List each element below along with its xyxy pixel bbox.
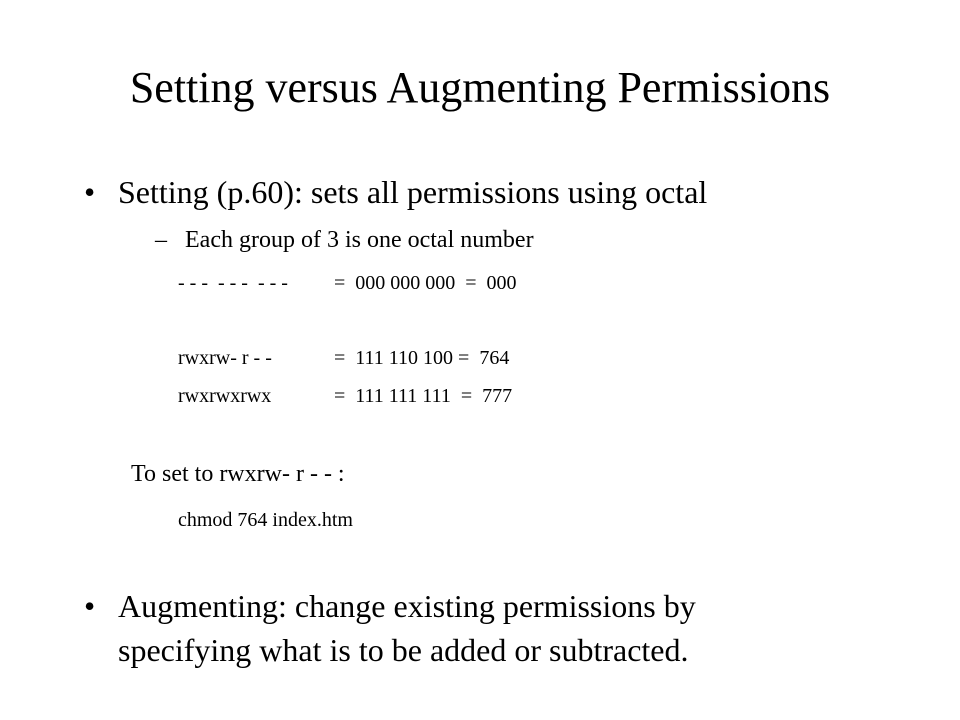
- permission-octal: = 111 111 111 = 777: [334, 385, 513, 407]
- bullet-marker: •: [84, 174, 96, 210]
- bullet-marker: •: [84, 588, 96, 624]
- permission-octal: = 000 000 000 = 000: [334, 272, 517, 294]
- set-heading: To set to rwxrw- r - - :: [131, 461, 345, 487]
- chmod-command: chmod 764 index.htm: [178, 509, 353, 531]
- slide-title: Setting versus Augmenting Permissions: [129, 63, 831, 112]
- bullet-setting-text: Setting (p.60): sets all permissions using octal: [118, 174, 708, 210]
- permission-pattern: - - - - - - - - -: [178, 272, 288, 294]
- bullet-augmenting-line2: specifying what is to be added or subtracted.: [118, 632, 689, 668]
- sub-bullet-marker: –: [155, 227, 167, 253]
- permission-pattern: rwxrw- r - -: [178, 347, 272, 369]
- bullet-augmenting-line1: Augmenting: change existing permissions by: [118, 588, 696, 624]
- permission-pattern: rwxrwxrwx: [178, 385, 272, 407]
- permission-octal: = 111 110 100 = 764: [334, 347, 510, 369]
- sub-bullet-text: Each group of 3 is one octal number: [185, 227, 534, 253]
